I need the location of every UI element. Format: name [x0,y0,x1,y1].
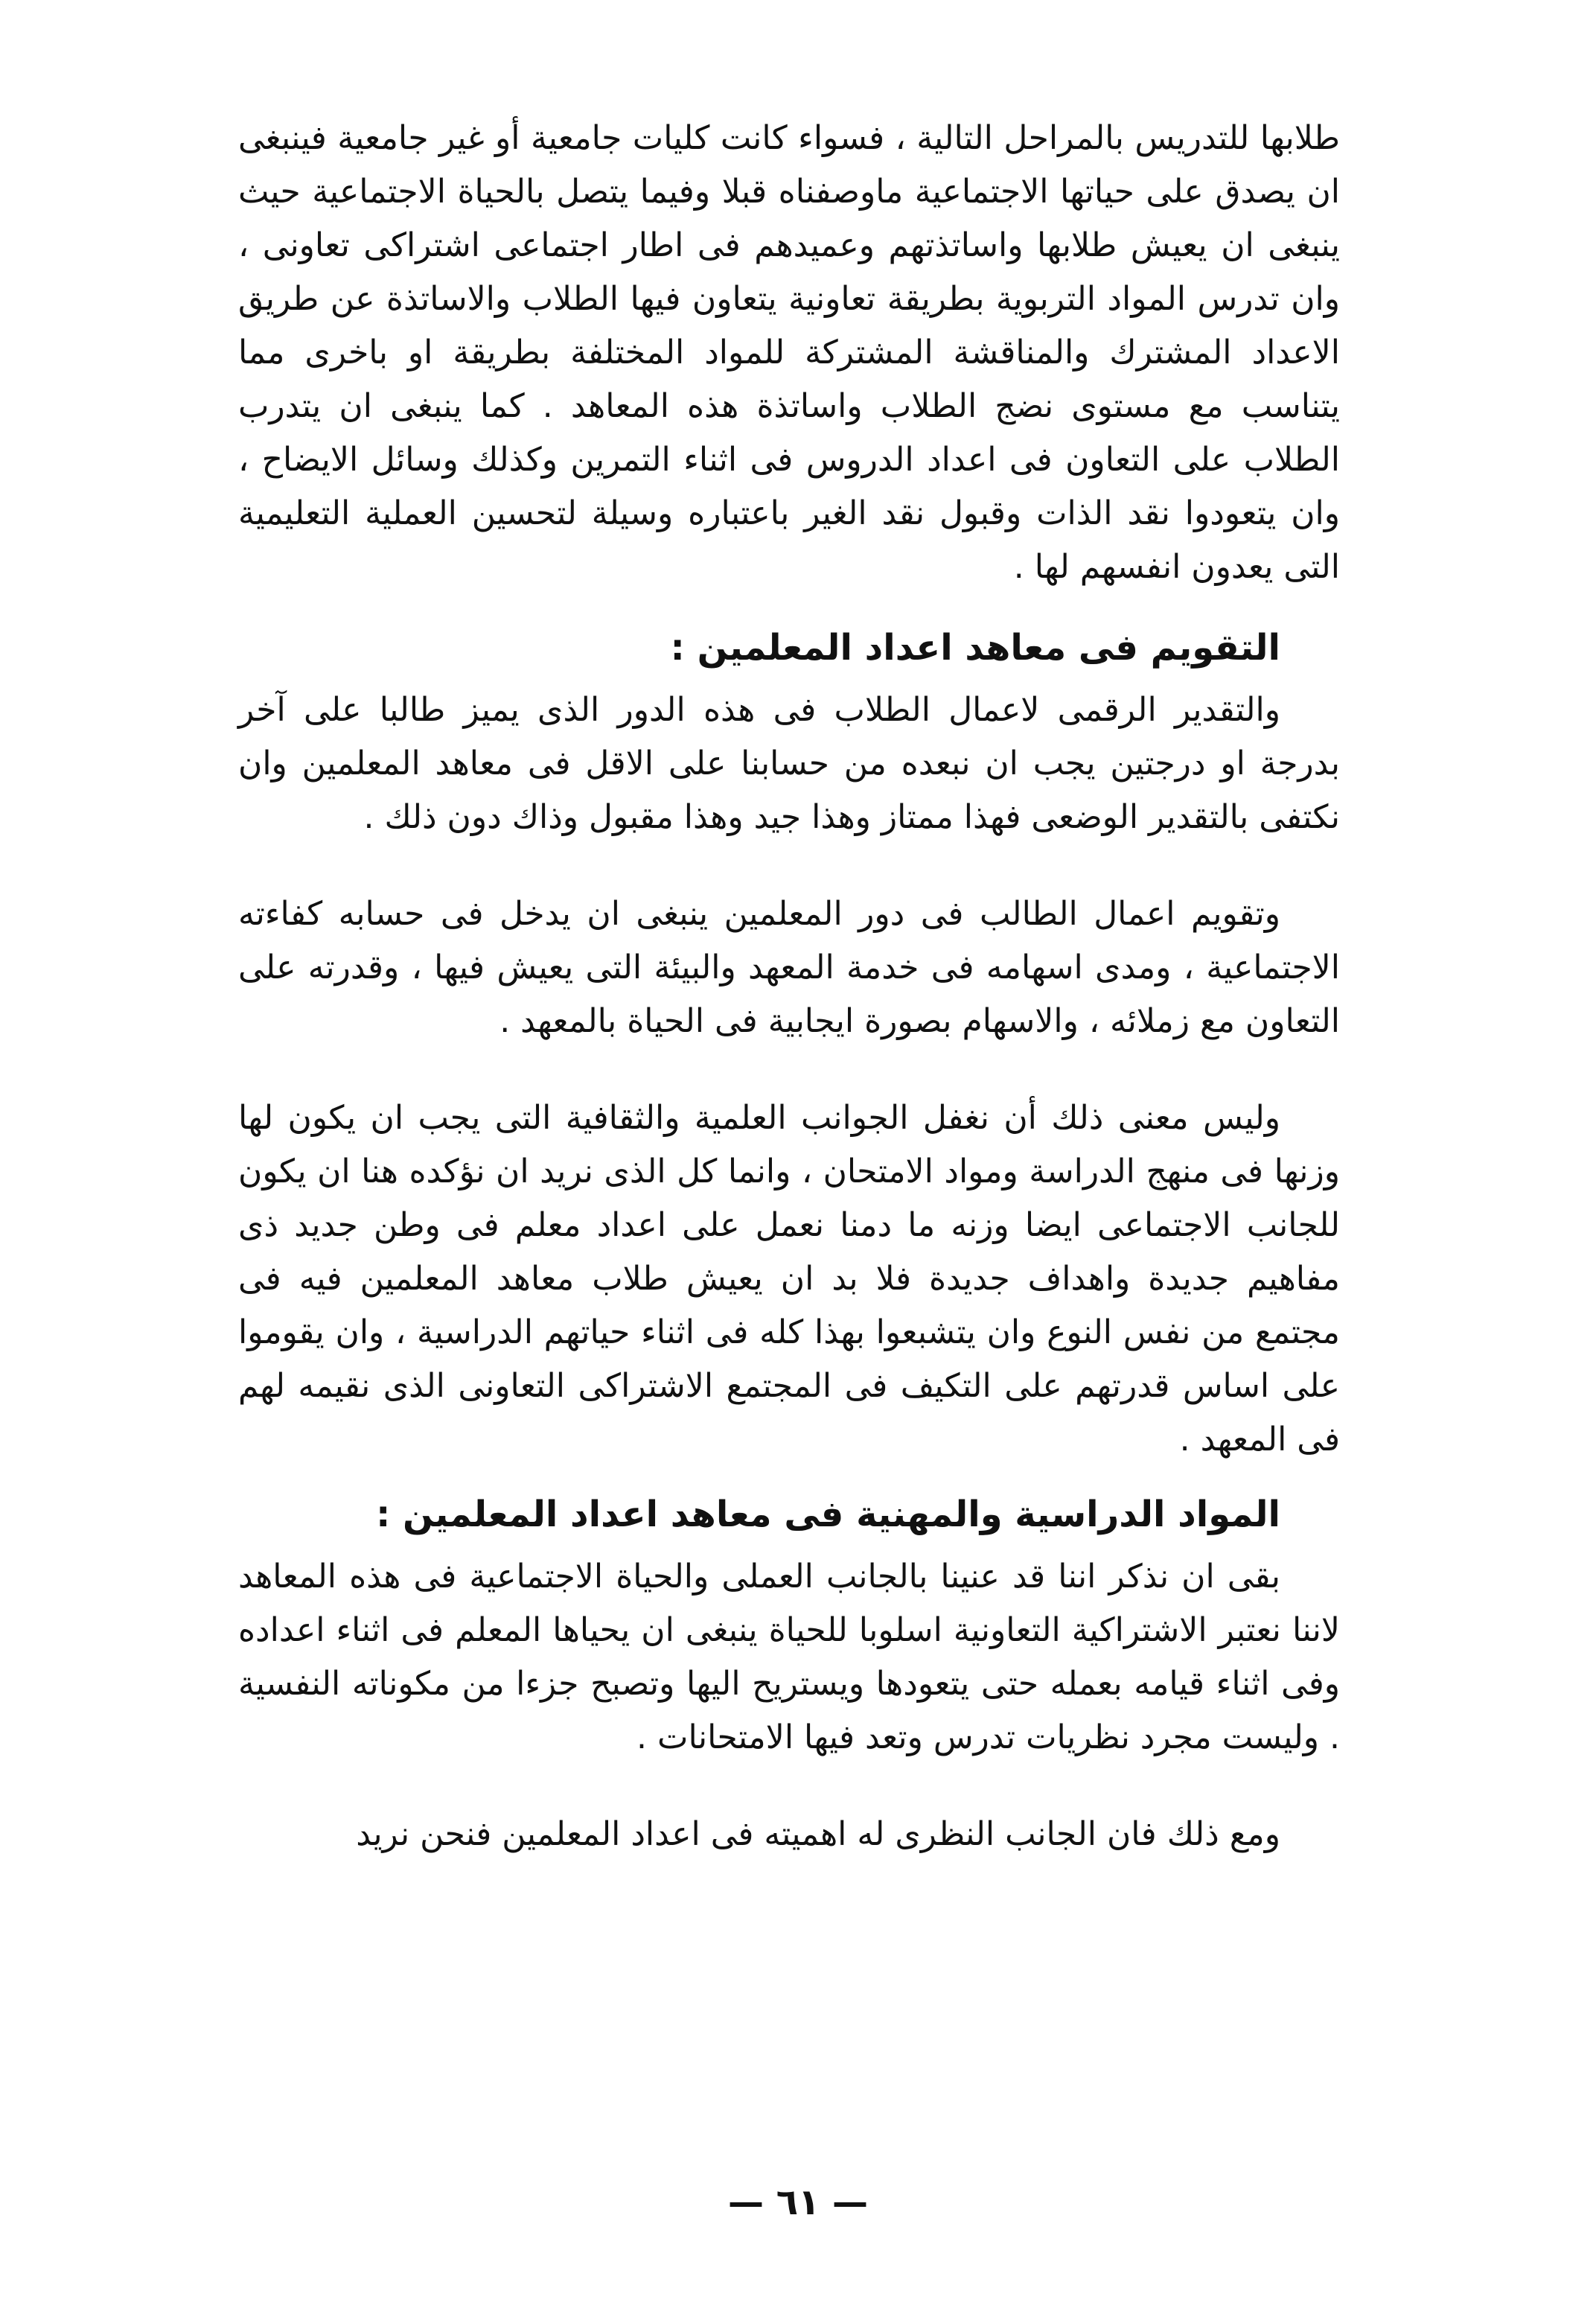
paragraph-5: بقى ان نذكر اننا قد عنينا بالجانب العملى والحياة الاجتماعية فى هذه المعاهد لاننا نعتبر الاشتراكية التعاونية اسلوبا للحياة ينبغى ان يحياها المعلم فى اثناء اعداده وفى اثناء قيامه بعمله حتى يتعودها ويستريح اليها وتصبح جزءا من مكوناته النفسية . وليست مجرد نظريات تدرس وتعد فيها الامتحانات . [238,1558,1340,1756]
section-heading-evaluation: التقويم فى معاهد اعداد المعلمين : [670,627,1280,669]
section-heading-subjects: المواد الدراسية والمهنية فى معاهد اعداد المعلمين : [376,1494,1280,1535]
paragraph-4: وليس معنى ذلك أن نغفل الجوانب العلمية والثقافية التى يجب ان يكون لها وزنها فى منهج الدراسة ومواد الامتحان ، وانما كل الذى نريد ان نؤكده هنا ان يكون للجانب الاجتماعى ايضا وزنه ما دمنا نعمل على اعداد معلم فى وطن جديد ذى مفاهيم جديدة واهداف جديدة فلا بد ان يعيش طلاب معاهد المعلمين فيه فى مجتمع من نفس النوع وان يتشبعوا بهذا كله فى اثناء حياتهم الدراسية ، وان يقوموا على اساس قدرتهم على التكيف فى المجتمع الاشتراكى التعاونى الذى نقيمه لهم فى المعهد . [238,1099,1340,1459]
paragraph-3: وتقويم اعمال الطالب فى دور المعلمين ينبغى ان يدخل فى حسابه كفاءته الاجتماعية ، ومدى اسهامه فى خدمة المعهد والبيئة التى يعيش فيها ، وقدرته على التعاون مع زملائه ، والاسهام بصورة ايجابية فى الحياة بالمعهد . [238,895,1340,1040]
page-number: — ٦١ — [727,2182,869,2223]
paragraph-2: والتقدير الرقمى لاعمال الطلاب فى هذه الدور الذى يميز طالبا على آخر بدرجة او درجتين يجب ان نبعده من حسابنا على الاقل فى معاهد المعلمين وان نكتفى بالتقدير الوضعى فهذا ممتاز وهذا جيد وهذا مقبول وذاك دون ذلك . [238,691,1340,836]
document-page [238,112,1340,1861]
paragraph-6: ومع ذلك فان الجانب النظرى له اهميته فى اعداد المعلمين فنحن نريد [356,1815,1280,1853]
paragraph-1: طلابها للتدريس بالمراحل التالية ، فسواء كانت كليات جامعية أو غير جامعية فينبغى ان يصدق على حياتها الاجتماعية ماوصفناه قبلا وفيما يتصل بالحياة الاجتماعية حيث ينبغى ان يعيش طلابها واساتذتهم وعميدهم فى اطار اجتماعى اشتراكى تعاونى ، وان تدرس المواد التربوية بطريقة تعاونية يتعاون فيها الطلاب والاساتذة عن طريق الاعداد المشترك والمناقشة المشتركة للمواد المختلفة بطريقة او باخرى مما يتناسب مع مستوى نضج الطلاب واساتذة هذه المعاهد . كما ينبغى ان يتدرب الطلاب على التعاون فى اعداد الدروس فى اثناء التمرين وكذلك وسائل الايضاح ، وان يتعودوا نقد الذات وقبول نقد الغير باعتباره وسيلة لتحسين العملية التعليمية التى يعدون انفسهم لها . [238,119,1340,586]
